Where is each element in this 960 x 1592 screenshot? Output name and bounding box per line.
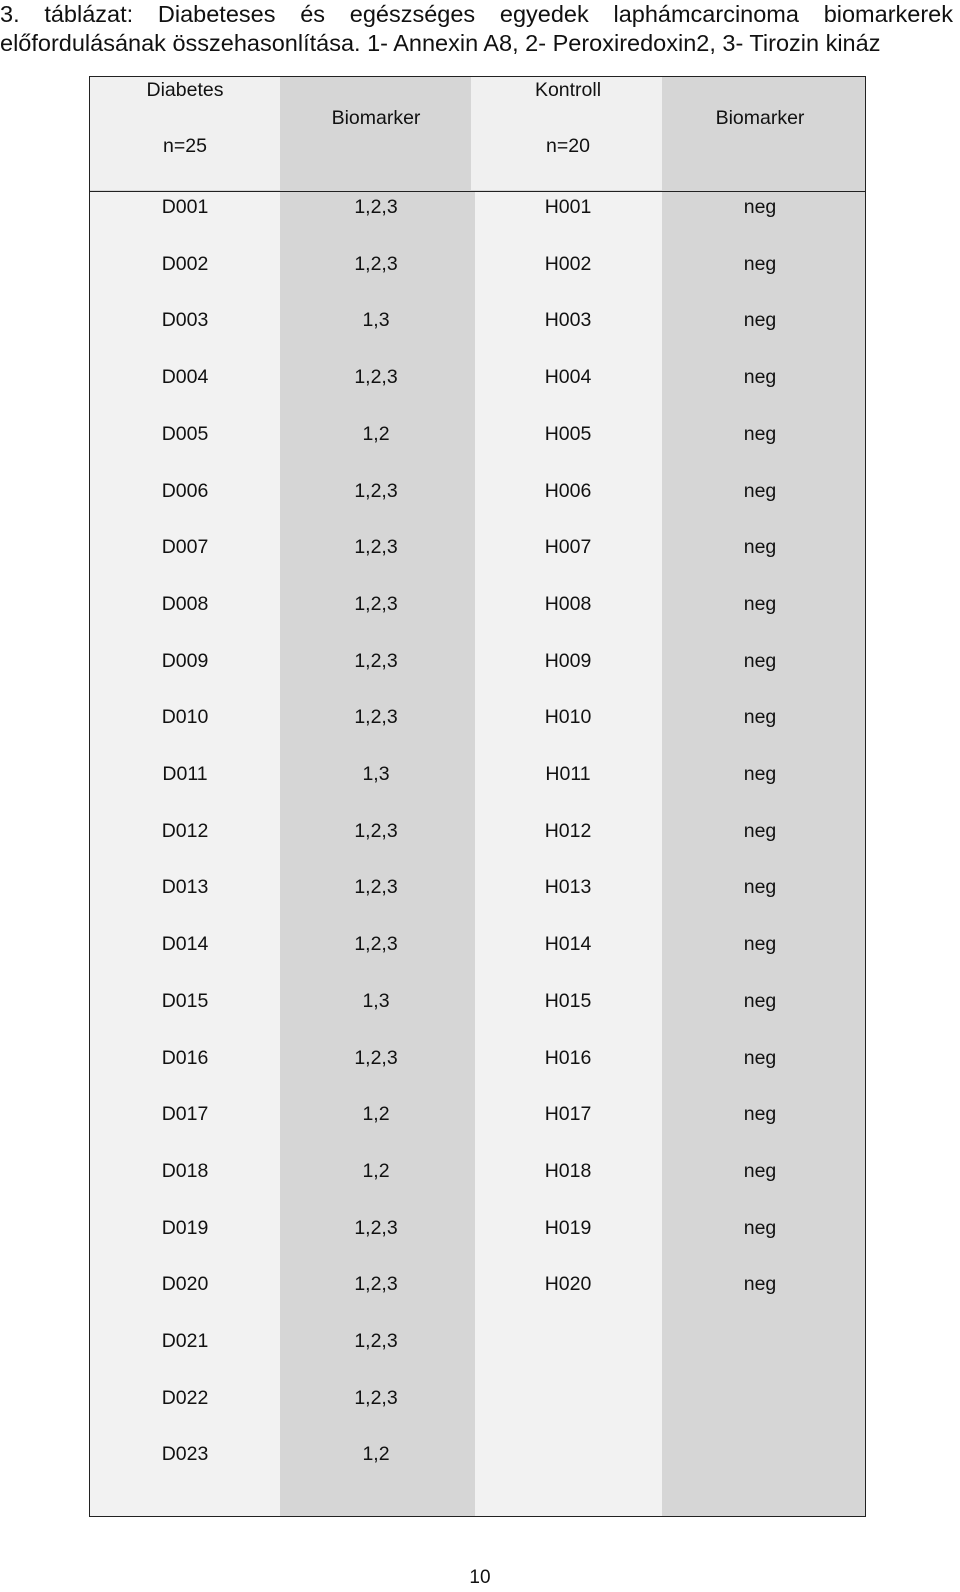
table-row (90, 419, 865, 477)
patient-id-cell: D011 (162, 763, 208, 785)
control-id-cell: H014 (544, 933, 592, 956)
header-diabetes: Diabetes (146, 79, 224, 101)
patient-biomarker-cell: 1,2,3 (354, 1273, 398, 1296)
control-id-cell: H001 (544, 196, 592, 218)
patient-id-cell: D021 (161, 1330, 209, 1352)
patient-id-cell: D002 (161, 252, 209, 275)
control-biomarker-cell: neg (743, 366, 777, 389)
patient-id-cell: D023 (161, 1443, 209, 1466)
patient-biomarker-cell: 1,2 (362, 1159, 390, 1182)
patient-id-cell: D015 (161, 989, 209, 1012)
table-row (90, 476, 865, 534)
control-biomarker-cell: neg (743, 989, 777, 1012)
patient-biomarker-cell: 1,2,3 (354, 649, 398, 672)
patient-biomarker-cell: 1,2,3 (354, 1386, 398, 1409)
patient-id-cell: D018 (161, 1159, 209, 1182)
control-id-cell: H013 (544, 876, 592, 899)
patient-id-cell: D013 (161, 876, 209, 899)
patient-biomarker-cell: 1,2,3 (354, 536, 398, 559)
control-biomarker-cell: neg (743, 649, 777, 672)
patient-biomarker-cell: 1,2,3 (354, 366, 398, 389)
control-biomarker-cell: neg (743, 196, 777, 218)
patient-id-cell: D004 (161, 366, 209, 389)
patient-biomarker-cell: 1,2,3 (354, 876, 398, 899)
table-row (90, 986, 865, 1044)
control-id-cell: H007 (544, 536, 592, 559)
control-id-cell: H018 (544, 1159, 592, 1182)
header-diabetes-n: n=25 (163, 135, 207, 157)
patient-biomarker-cell: 1,2,3 (354, 1216, 398, 1239)
table-row (90, 816, 865, 874)
patient-biomarker-cell: 1,2,3 (354, 252, 398, 275)
page-number: 10 (469, 1567, 491, 1588)
patient-biomarker-cell: 1,3 (362, 309, 390, 332)
header-biomarker-2: Biomarker (715, 107, 805, 129)
patient-biomarker-cell: 1,2 (362, 1103, 390, 1126)
table-row (90, 702, 865, 760)
patient-id-cell: D016 (161, 1046, 209, 1069)
control-id-cell: H012 (544, 819, 592, 842)
patient-id-cell: D020 (161, 1273, 209, 1296)
patient-biomarker-cell: 1,2,3 (354, 706, 398, 729)
patient-id-cell: D019 (161, 1216, 209, 1239)
control-biomarker-cell: neg (743, 933, 777, 956)
patient-biomarker-cell: 1,2,3 (354, 479, 398, 502)
control-id-cell: H016 (544, 1046, 592, 1069)
table-row (90, 929, 865, 987)
control-id-cell: H011 (545, 763, 591, 785)
table-header (90, 77, 865, 192)
control-biomarker-cell: neg (743, 309, 777, 332)
control-id-cell: H008 (544, 592, 592, 615)
patient-biomarker-cell: 1,2 (362, 1443, 390, 1466)
table-row (90, 249, 865, 307)
patient-biomarker-cell: 1,2,3 (354, 1046, 398, 1069)
patient-id-cell: D012 (161, 819, 209, 842)
table-row (90, 1383, 865, 1441)
control-biomarker-cell: neg (743, 1216, 777, 1239)
header-kontroll-n: n=20 (546, 135, 590, 157)
patient-biomarker-cell: 1,2,3 (354, 196, 398, 218)
table-row (90, 192, 865, 250)
control-id-cell: H019 (544, 1216, 592, 1239)
control-id-cell: H005 (544, 422, 592, 445)
patient-biomarker-cell: 1,2,3 (354, 592, 398, 615)
caption-line-2: előfordulásának összehasonlítása. 1- Annexin A8, 2- Peroxiredoxin2, 3- Tirozin kináz (0, 30, 881, 56)
patient-id-cell: D009 (161, 649, 209, 672)
table-row (90, 1043, 865, 1101)
patient-id-cell: D010 (161, 706, 209, 729)
patient-biomarker-cell: 1,2 (362, 422, 390, 445)
patient-biomarker-cell: 1,2,3 (354, 819, 398, 842)
control-id-cell: H020 (544, 1273, 592, 1296)
patient-id-cell: D006 (161, 479, 209, 502)
biomarker-table (89, 76, 866, 1517)
table-row (90, 1439, 865, 1497)
caption-line-1: 3. táblázat: Diabeteses és egészséges egyedek laphámcarcinoma biomarkerek (0, 1, 953, 27)
control-id-cell: H017 (544, 1103, 592, 1126)
control-biomarker-cell: neg (743, 422, 777, 445)
control-id-cell: H004 (544, 366, 592, 389)
control-biomarker-cell: neg (743, 479, 777, 502)
control-biomarker-cell: neg (743, 706, 777, 729)
control-biomarker-cell: neg (743, 592, 777, 615)
control-id-cell: H010 (544, 706, 592, 729)
table-row (90, 305, 865, 363)
control-biomarker-cell: neg (743, 536, 777, 559)
table-row (90, 362, 865, 420)
table-row (90, 589, 865, 647)
table-row (90, 1326, 865, 1384)
table-row (90, 1269, 865, 1327)
table-row (90, 1099, 865, 1157)
patient-biomarker-cell: 1,2,3 (354, 933, 398, 956)
patient-id-cell: D005 (161, 422, 209, 445)
patient-biomarker-cell: 1,3 (362, 989, 390, 1012)
patient-id-cell: D014 (161, 933, 209, 956)
patient-id-cell: D017 (161, 1103, 209, 1126)
control-biomarker-cell: neg (743, 1273, 777, 1296)
patient-biomarker-cell: 1,3 (362, 763, 390, 785)
control-id-cell: H006 (544, 479, 592, 502)
control-biomarker-cell: neg (743, 763, 777, 785)
control-biomarker-cell: neg (743, 1159, 777, 1182)
control-biomarker-cell: neg (743, 819, 777, 842)
table-row (90, 759, 865, 817)
table-row (90, 532, 865, 590)
header-kontroll: Kontroll (534, 79, 602, 101)
table-row (90, 1213, 865, 1271)
patient-id-cell: D003 (161, 309, 209, 332)
control-id-cell: H003 (544, 309, 592, 332)
table-row (90, 646, 865, 704)
control-biomarker-cell: neg (743, 1103, 777, 1126)
patient-biomarker-cell: 1,2,3 (354, 1330, 398, 1352)
header-biomarker-1: Biomarker (331, 107, 421, 129)
control-id-cell: H009 (544, 649, 592, 672)
control-id-cell: H002 (544, 252, 592, 275)
table-row (90, 872, 865, 930)
table-caption (0, 0, 953, 58)
patient-id-cell: D001 (161, 196, 209, 218)
patient-id-cell: D022 (161, 1386, 209, 1409)
control-biomarker-cell: neg (743, 252, 777, 275)
control-id-cell: H015 (544, 989, 592, 1012)
patient-id-cell: D008 (161, 592, 209, 615)
table-row (90, 1156, 865, 1214)
control-biomarker-cell: neg (743, 876, 777, 899)
patient-id-cell: D007 (161, 536, 209, 559)
control-biomarker-cell: neg (743, 1046, 777, 1069)
